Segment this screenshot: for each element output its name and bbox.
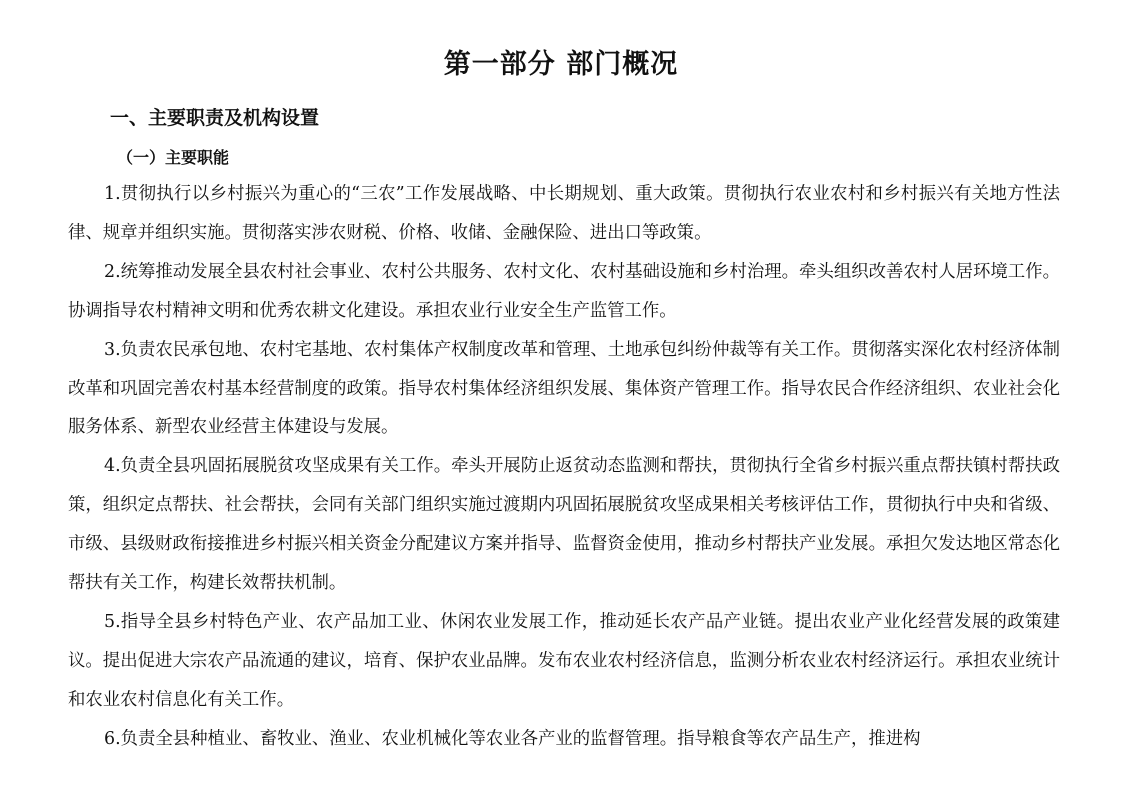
paragraph-4: 4.负责全县巩固拓展脱贫攻坚成果有关工作。牵头开展防止返贫动态监测和帮扶，贯彻执行全省乡村振兴重点帮扶镇村帮扶政策，组织定点帮扶、社会帮扶，会同有关部门组织实施过渡期内巩固拓展脱贫攻坚成果相关考核评估工作，贯彻执行中央和省级、市级、县级财政衔接推进乡村振兴相关资金分配建议方案并指导、监督资金使用，推动乡村帮扶产业发展。承担欠发达地区常态化帮扶有关工作，构建长效帮扶机制。 bbox=[68, 456, 1060, 594]
section-heading: 一、主要职责及机构设置 bbox=[110, 107, 320, 129]
document-title: 第一部分 部门概况 bbox=[443, 49, 679, 80]
subsection-heading: （一）主要职能 bbox=[117, 148, 230, 167]
paragraph-6: 6.负责全县种植业、畜牧业、渔业、农业机械化等农业各产业的监督管理。指导粮食等农产品生产，推进构 bbox=[104, 728, 921, 749]
document-body bbox=[68, 175, 1060, 759]
paragraph-2: 2.统筹推动发展全县农村社会事业、农村公共服务、农村文化、农村基础设施和乡村治理。牵头组织改善农村人居环境工作。协调指导农村精神文明和优秀农耕文化建设。承担农业行业安全生产监管工作。 bbox=[68, 261, 1060, 321]
paragraph-1: 1.贯彻执行以乡村振兴为重心的“三农”工作发展战略、中长期规划、重大政策。贯彻执行农业农村和乡村振兴有关地方性法律、规章并组织实施。贯彻落实涉农财税、价格、收储、金融保险、进出口等政策。 bbox=[68, 184, 1060, 243]
paragraph-3: 3.负责农民承包地、农村宅基地、农村集体产权制度改革和管理、土地承包纠纷仲裁等有关工作。贯彻落实深化农村经济体制改革和巩固完善农村基本经营制度的政策。指导农村集体经济组织发展、集体资产管理工作。指导农民合作经济组织、农业社会化服务体系、新型农业经营主体建设与发展。 bbox=[68, 339, 1060, 438]
paragraph-5: 5.指导全县乡村特色产业、农产品加工业、休闲农业发展工作，推动延长农产品产业链。提出农业产业化经营发展的政策建议。提出促进大宗农产品流通的建议，培育、保护农业品牌。发布农业农村经济信息，监测分析农业农村经济运行。承担农业统计和农业农村信息化有关工作。 bbox=[68, 611, 1060, 710]
